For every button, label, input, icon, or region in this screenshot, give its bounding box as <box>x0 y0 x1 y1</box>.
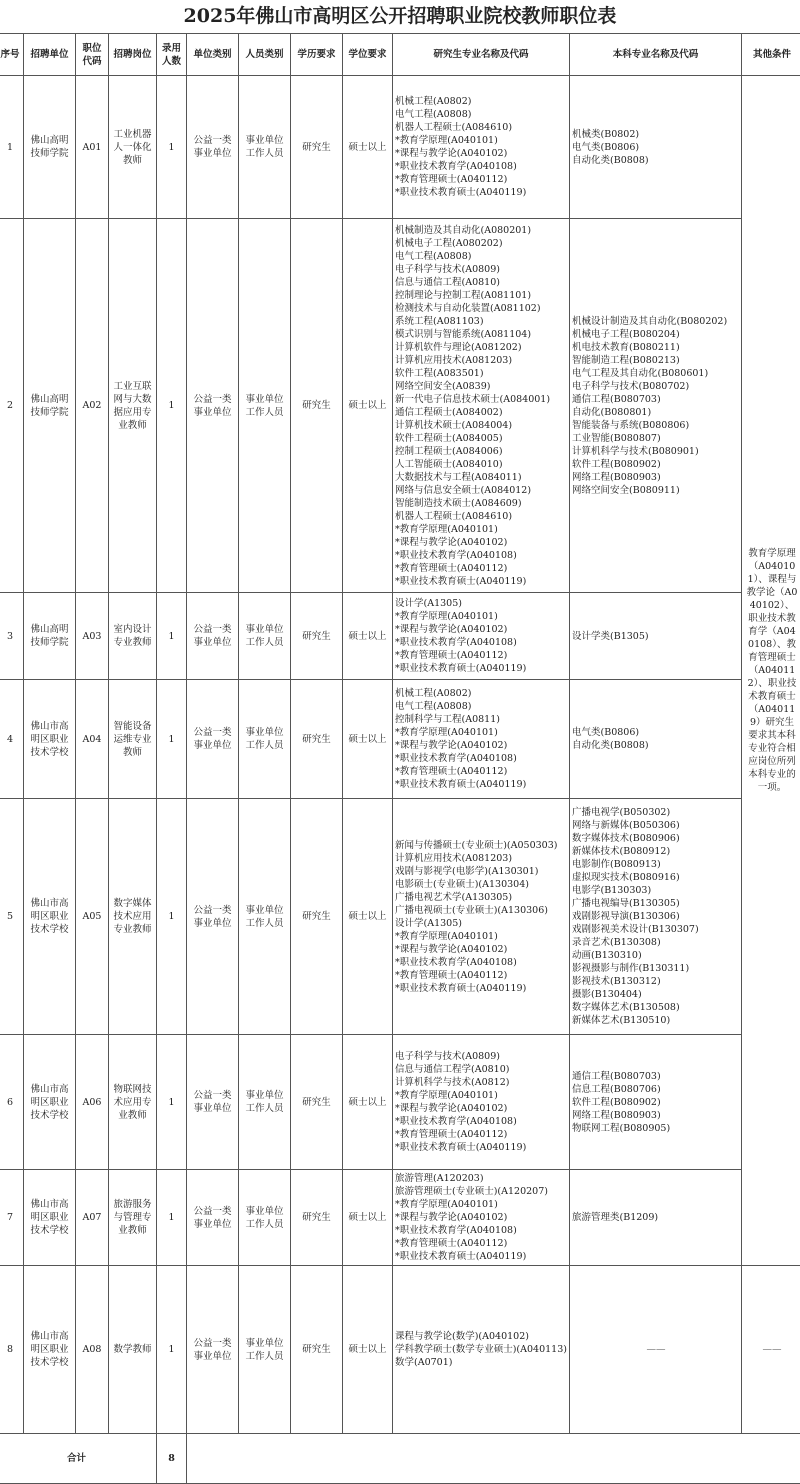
major-line: 旅游管理硕士(专业硕士)(A120207) <box>395 1185 568 1198</box>
row-post: 工业互联网与大数据应用专业教师 <box>109 219 157 593</box>
major-line: 系统工程(A081103) <box>395 315 568 328</box>
row-staff-type: 事业单位工作人员 <box>239 1035 291 1170</box>
row-count: 1 <box>157 76 187 219</box>
row-unit: 佛山市高明区职业技术学校 <box>24 799 76 1035</box>
major-line: *职业技术教育硕士(A040119) <box>395 778 568 791</box>
major-line: 动画(B130310) <box>572 949 740 962</box>
row-grad-majors <box>393 593 570 680</box>
major-line: *教育管理硕士(A040112) <box>395 173 568 186</box>
major-line: 计算机科学与技术(A0812) <box>395 1076 568 1089</box>
major-line: 人工智能硕士(A084010) <box>395 458 568 471</box>
major-line: 旅游管理类(B1209) <box>572 1211 740 1224</box>
row-seq: 4 <box>0 680 24 799</box>
major-line: 戏剧影视导演(B130306) <box>572 910 740 923</box>
total-label: 合计 <box>0 1434 157 1484</box>
row-staff-type: 事业单位工作人员 <box>239 76 291 219</box>
major-line: 通信工程硕士(A084002) <box>395 406 568 419</box>
row-unit: 佛山高明技师学院 <box>24 76 76 219</box>
major-line: 自动化类(B0808) <box>572 739 740 752</box>
row-staff-type: 事业单位工作人员 <box>239 1170 291 1266</box>
major-line: 机械电子工程(B080204) <box>572 328 740 341</box>
header-staff-type: 人员类别 <box>239 34 291 76</box>
row-grad-majors <box>393 680 570 799</box>
header-count: 录用人数 <box>157 34 187 76</box>
major-line: 网络与信息安全硕士(A084012) <box>395 484 568 497</box>
major-line: 数字媒体艺术(B130508) <box>572 1001 740 1014</box>
header-unit: 招聘单位 <box>24 34 76 76</box>
row-seq: 7 <box>0 1170 24 1266</box>
major-line: 广播电视编导(B130305) <box>572 897 740 910</box>
major-line: —— <box>572 1343 740 1356</box>
major-line: 电影制作(B080913) <box>572 858 740 871</box>
row-post: 工业机器人一体化教师 <box>109 76 157 219</box>
major-line: *职业技术教育学(A040108) <box>395 160 568 173</box>
row-degree: 硕士以上 <box>343 1266 393 1434</box>
position-table <box>0 33 800 1484</box>
major-line: *教育学原理(A040101) <box>395 523 568 536</box>
header-unit-type: 单位类别 <box>187 34 239 76</box>
major-line: 控制理论与控制工程(A081101) <box>395 289 568 302</box>
row-count: 1 <box>157 1266 187 1434</box>
major-line: 新闻与传播硕士(专业硕士)(A050303) <box>395 839 568 852</box>
row-code: A07 <box>76 1170 109 1266</box>
row-grad-majors <box>393 1266 570 1434</box>
major-line: *课程与教学论(A040102) <box>395 739 568 752</box>
row-bach-majors <box>570 1170 742 1266</box>
major-line: *教育学原理(A040101) <box>395 610 568 623</box>
major-line: 自动化(B080801) <box>572 406 740 419</box>
major-line: *职业技术教育学(A040108) <box>395 1115 568 1128</box>
major-line: *职业技术教育学(A040108) <box>395 1224 568 1237</box>
row-post: 智能设备运维专业教师 <box>109 680 157 799</box>
page-title: 2025年佛山市高明区公开招聘职业院校教师职位表 <box>0 0 800 33</box>
major-line: 智能制造工程(B080213) <box>572 354 740 367</box>
major-line: *职业技术教育学(A040108) <box>395 636 568 649</box>
major-line: 影视技术(B130312) <box>572 975 740 988</box>
major-line: 通信工程(B080703) <box>572 393 740 406</box>
major-line: 电气工程(A0808) <box>395 250 568 263</box>
row-staff-type: 事业单位工作人员 <box>239 680 291 799</box>
major-line: 数字媒体技术(B080906) <box>572 832 740 845</box>
row-unit-type: 公益一类事业单位 <box>187 593 239 680</box>
row-count: 1 <box>157 593 187 680</box>
major-line: 电影学(B130303) <box>572 884 740 897</box>
table-row <box>0 1170 800 1266</box>
major-line: 网络工程(B080903) <box>572 1109 740 1122</box>
major-line: 模式识别与智能系统(A081104) <box>395 328 568 341</box>
row-staff-type: 事业单位工作人员 <box>239 1266 291 1434</box>
header-post: 招聘岗位 <box>109 34 157 76</box>
row-code: A01 <box>76 76 109 219</box>
major-line: *职业技术教育硕士(A040119) <box>395 1141 568 1154</box>
major-line: 网络空间安全(B080911) <box>572 484 740 497</box>
row-code: A02 <box>76 219 109 593</box>
row-edu: 研究生 <box>291 593 343 680</box>
major-line: 智能制造技术硕士(A084609) <box>395 497 568 510</box>
row-edu: 研究生 <box>291 1170 343 1266</box>
row-edu: 研究生 <box>291 799 343 1035</box>
major-line: 数学(A0701) <box>395 1356 568 1369</box>
major-line: 广播电视艺术学(A130305) <box>395 891 568 904</box>
major-line: 戏剧影视美术设计(B130307) <box>572 923 740 936</box>
major-line: 通信工程(B080703) <box>572 1070 740 1083</box>
major-line: 网络空间安全(A0839) <box>395 380 568 393</box>
major-line: 电气类(B0806) <box>572 726 740 739</box>
major-line: 电气工程(A0808) <box>395 108 568 121</box>
major-line: *课程与教学论(A040102) <box>395 1102 568 1115</box>
row-edu: 研究生 <box>291 1266 343 1434</box>
table-row <box>0 76 800 219</box>
header-grad-major: 研究生专业名称及代码 <box>393 34 570 76</box>
row-edu: 研究生 <box>291 219 343 593</box>
row-count: 1 <box>157 799 187 1035</box>
major-line: 软件工程硕士(A084005) <box>395 432 568 445</box>
row-degree: 硕士以上 <box>343 1035 393 1170</box>
total-empty <box>187 1434 800 1484</box>
row-unit: 佛山高明技师学院 <box>24 219 76 593</box>
major-line: 机械电子工程(A080202) <box>395 237 568 250</box>
major-line: 信息工程(B080706) <box>572 1083 740 1096</box>
major-line: *职业技术教育学(A040108) <box>395 752 568 765</box>
major-line: 摄影(B130404) <box>572 988 740 1001</box>
table-row <box>0 219 800 593</box>
major-line: 课程与教学论(数学)(A040102) <box>395 1330 568 1343</box>
row-unit-type: 公益一类事业单位 <box>187 76 239 219</box>
row-count: 1 <box>157 1170 187 1266</box>
header-other: 其他条件 <box>742 34 800 76</box>
major-line: 信息与通信工程学(A0810) <box>395 1063 568 1076</box>
total-row <box>0 1434 800 1484</box>
major-line: 机器人工程硕士(A084610) <box>395 510 568 523</box>
major-line: 机电技术教育(B080211) <box>572 341 740 354</box>
row-seq: 6 <box>0 1035 24 1170</box>
header-bach-major: 本科专业名称及代码 <box>570 34 742 76</box>
table-row <box>0 593 800 680</box>
major-line: *职业技术教育学(A040108) <box>395 956 568 969</box>
row-post: 室内设计专业教师 <box>109 593 157 680</box>
major-line: 计算机应用技术(A081203) <box>395 852 568 865</box>
major-line: 软件工程(B080902) <box>572 1096 740 1109</box>
major-line: 设计学(A1305) <box>395 917 568 930</box>
major-line: 控制科学与工程(A0811) <box>395 713 568 726</box>
major-line: 电子科学与技术(A0809) <box>395 1050 568 1063</box>
major-line: 计算机科学与技术(B080901) <box>572 445 740 458</box>
major-line: 广播电视硕士(专业硕士)(A130306) <box>395 904 568 917</box>
row-unit: 佛山市高明区职业技术学校 <box>24 1035 76 1170</box>
row-bach-majors <box>570 1035 742 1170</box>
major-line: 大数据技术与工程(A084011) <box>395 471 568 484</box>
major-line: *职业技术教育学(A040108) <box>395 549 568 562</box>
row-seq: 1 <box>0 76 24 219</box>
major-line: *教育管理硕士(A040112) <box>395 969 568 982</box>
major-line: 影视摄影与制作(B130311) <box>572 962 740 975</box>
major-line: *教育管理硕士(A040112) <box>395 765 568 778</box>
row-bach-majors <box>570 1266 742 1434</box>
major-line: *教育管理硕士(A040112) <box>395 1128 568 1141</box>
major-line: 机械设计制造及其自动化(B080202) <box>572 315 740 328</box>
major-line: 信息与通信工程(A0810) <box>395 276 568 289</box>
row-count: 1 <box>157 1035 187 1170</box>
major-line: 机械制造及其自动化(A080201) <box>395 224 568 237</box>
major-line: 电子科学与技术(A0809) <box>395 263 568 276</box>
major-line: 戏剧与影视学(电影学)(A130301) <box>395 865 568 878</box>
row-seq: 8 <box>0 1266 24 1434</box>
table-body <box>0 76 800 1484</box>
row-unit-type: 公益一类事业单位 <box>187 1170 239 1266</box>
row-degree: 硕士以上 <box>343 219 393 593</box>
row-count: 1 <box>157 219 187 593</box>
major-line: 网络与新媒体(B050306) <box>572 819 740 832</box>
major-line: *教育学原理(A040101) <box>395 1198 568 1211</box>
major-line: *职业技术教育硕士(A040119) <box>395 1250 568 1263</box>
row-degree: 硕士以上 <box>343 76 393 219</box>
major-line: *课程与教学论(A040102) <box>395 1211 568 1224</box>
major-line: *职业技术教育硕士(A040119) <box>395 662 568 675</box>
table-row <box>0 1035 800 1170</box>
major-line: 工业智能(B080807) <box>572 432 740 445</box>
major-line: *课程与教学论(A040102) <box>395 147 568 160</box>
row-edu: 研究生 <box>291 680 343 799</box>
major-line: 计算机技术硕士(A084004) <box>395 419 568 432</box>
row-code: A06 <box>76 1035 109 1170</box>
major-line: *教育管理硕士(A040112) <box>395 1237 568 1250</box>
header-code: 职位代码 <box>76 34 109 76</box>
major-line: 计算机软件与理论(A081202) <box>395 341 568 354</box>
major-line: 检测技术与自动化装置(A081102) <box>395 302 568 315</box>
row-degree: 硕士以上 <box>343 799 393 1035</box>
row-unit-type: 公益一类事业单位 <box>187 1266 239 1434</box>
row-unit-type: 公益一类事业单位 <box>187 799 239 1035</box>
row-post: 数字媒体技术应用专业教师 <box>109 799 157 1035</box>
major-line: 新媒体艺术(B130510) <box>572 1014 740 1027</box>
major-line: 录音艺术(B130308) <box>572 936 740 949</box>
row-staff-type: 事业单位工作人员 <box>239 799 291 1035</box>
major-line: 电子科学与技术(B080702) <box>572 380 740 393</box>
row-post: 物联网技术应用专业教师 <box>109 1035 157 1170</box>
header-edu: 学历要求 <box>291 34 343 76</box>
major-line: 新媒体技术(B080912) <box>572 845 740 858</box>
major-line: 旅游管理(A120203) <box>395 1172 568 1185</box>
major-line: *教育学原理(A040101) <box>395 930 568 943</box>
row-seq: 3 <box>0 593 24 680</box>
row-post: 数学教师 <box>109 1266 157 1434</box>
major-line: 电气工程及其自动化(B080601) <box>572 367 740 380</box>
row-edu: 研究生 <box>291 1035 343 1170</box>
row-staff-type: 事业单位工作人员 <box>239 219 291 593</box>
row-unit: 佛山市高明区职业技术学校 <box>24 680 76 799</box>
major-line: *职业技术教育硕士(A040119) <box>395 982 568 995</box>
other-conditions: 教育学原理（A040101）、课程与教学论（A040102）、职业技术教育学（A040108）、教育管理硕士（A040112）、职业技术教育硕士（A040119）研究生要求其本科专业符合相应岗位所列本科专业的一项。 <box>742 76 800 1266</box>
major-line: 设计学(A1305) <box>395 597 568 610</box>
row-degree: 硕士以上 <box>343 593 393 680</box>
major-line: *教育管理硕士(A040112) <box>395 649 568 662</box>
row-unit: 佛山市高明区职业技术学校 <box>24 1170 76 1266</box>
table-row <box>0 799 800 1035</box>
major-line: 软件工程(B080902) <box>572 458 740 471</box>
major-line: 控制工程硕士(A084006) <box>395 445 568 458</box>
row-bach-majors <box>570 680 742 799</box>
major-line: 自动化类(B0808) <box>572 154 740 167</box>
row-grad-majors <box>393 76 570 219</box>
row-staff-type: 事业单位工作人员 <box>239 593 291 680</box>
row-other: —— <box>742 1266 800 1434</box>
row-grad-majors <box>393 799 570 1035</box>
major-line: 机械工程(A0802) <box>395 687 568 700</box>
row-edu: 研究生 <box>291 76 343 219</box>
row-unit-type: 公益一类事业单位 <box>187 680 239 799</box>
row-code: A08 <box>76 1266 109 1434</box>
major-line: 网络工程(B080903) <box>572 471 740 484</box>
row-count: 1 <box>157 680 187 799</box>
major-line: 电影硕士(专业硕士)(A130304) <box>395 878 568 891</box>
row-post: 旅游服务与管理专业教师 <box>109 1170 157 1266</box>
major-line: *教育学原理(A040101) <box>395 1089 568 1102</box>
row-seq: 5 <box>0 799 24 1035</box>
row-seq: 2 <box>0 219 24 593</box>
table-row <box>0 1266 800 1434</box>
row-bach-majors <box>570 799 742 1035</box>
row-code: A04 <box>76 680 109 799</box>
major-line: *教育学原理(A040101) <box>395 134 568 147</box>
major-line: 计算机应用技术(A081203) <box>395 354 568 367</box>
total-value: 8 <box>157 1434 187 1484</box>
row-unit-type: 公益一类事业单位 <box>187 219 239 593</box>
major-line: *职业技术教育硕士(A040119) <box>395 186 568 199</box>
major-line: 学科教学硕士(数学专业硕士)(A040113) <box>395 1343 568 1356</box>
row-bach-majors <box>570 76 742 219</box>
major-line: 机械工程(A0802) <box>395 95 568 108</box>
row-unit: 佛山高明技师学院 <box>24 593 76 680</box>
major-line: *教育学原理(A040101) <box>395 726 568 739</box>
row-degree: 硕士以上 <box>343 680 393 799</box>
row-code: A03 <box>76 593 109 680</box>
major-line: *课程与教学论(A040102) <box>395 536 568 549</box>
major-line: 软件工程(A083501) <box>395 367 568 380</box>
major-line: 设计学类(B1305) <box>572 630 740 643</box>
major-line: 智能装备与系统(B080806) <box>572 419 740 432</box>
header-degree: 学位要求 <box>343 34 393 76</box>
header-seq: 序号 <box>0 34 24 76</box>
row-bach-majors <box>570 219 742 593</box>
row-grad-majors <box>393 1035 570 1170</box>
row-unit-type: 公益一类事业单位 <box>187 1035 239 1170</box>
major-line: 新一代电子信息技术硕士(A084001) <box>395 393 568 406</box>
row-unit: 佛山市高明区职业技术学校 <box>24 1266 76 1434</box>
row-code: A05 <box>76 799 109 1035</box>
major-line: 机器人工程硕士(A084610) <box>395 121 568 134</box>
major-line: 电气工程(A0808) <box>395 700 568 713</box>
header-row <box>0 34 800 76</box>
table-row <box>0 680 800 799</box>
row-bach-majors <box>570 593 742 680</box>
major-line: 物联网工程(B080905) <box>572 1122 740 1135</box>
major-line: 机械类(B0802) <box>572 128 740 141</box>
major-line: 广播电视学(B050302) <box>572 806 740 819</box>
major-line: *课程与教学论(A040102) <box>395 943 568 956</box>
major-line: *职业技术教育硕士(A040119) <box>395 575 568 588</box>
major-line: *教育管理硕士(A040112) <box>395 562 568 575</box>
major-line: 电气类(B0806) <box>572 141 740 154</box>
major-line: *课程与教学论(A040102) <box>395 623 568 636</box>
row-grad-majors <box>393 1170 570 1266</box>
major-line: 虚拟现实技术(B080916) <box>572 871 740 884</box>
row-degree: 硕士以上 <box>343 1170 393 1266</box>
row-grad-majors <box>393 219 570 593</box>
